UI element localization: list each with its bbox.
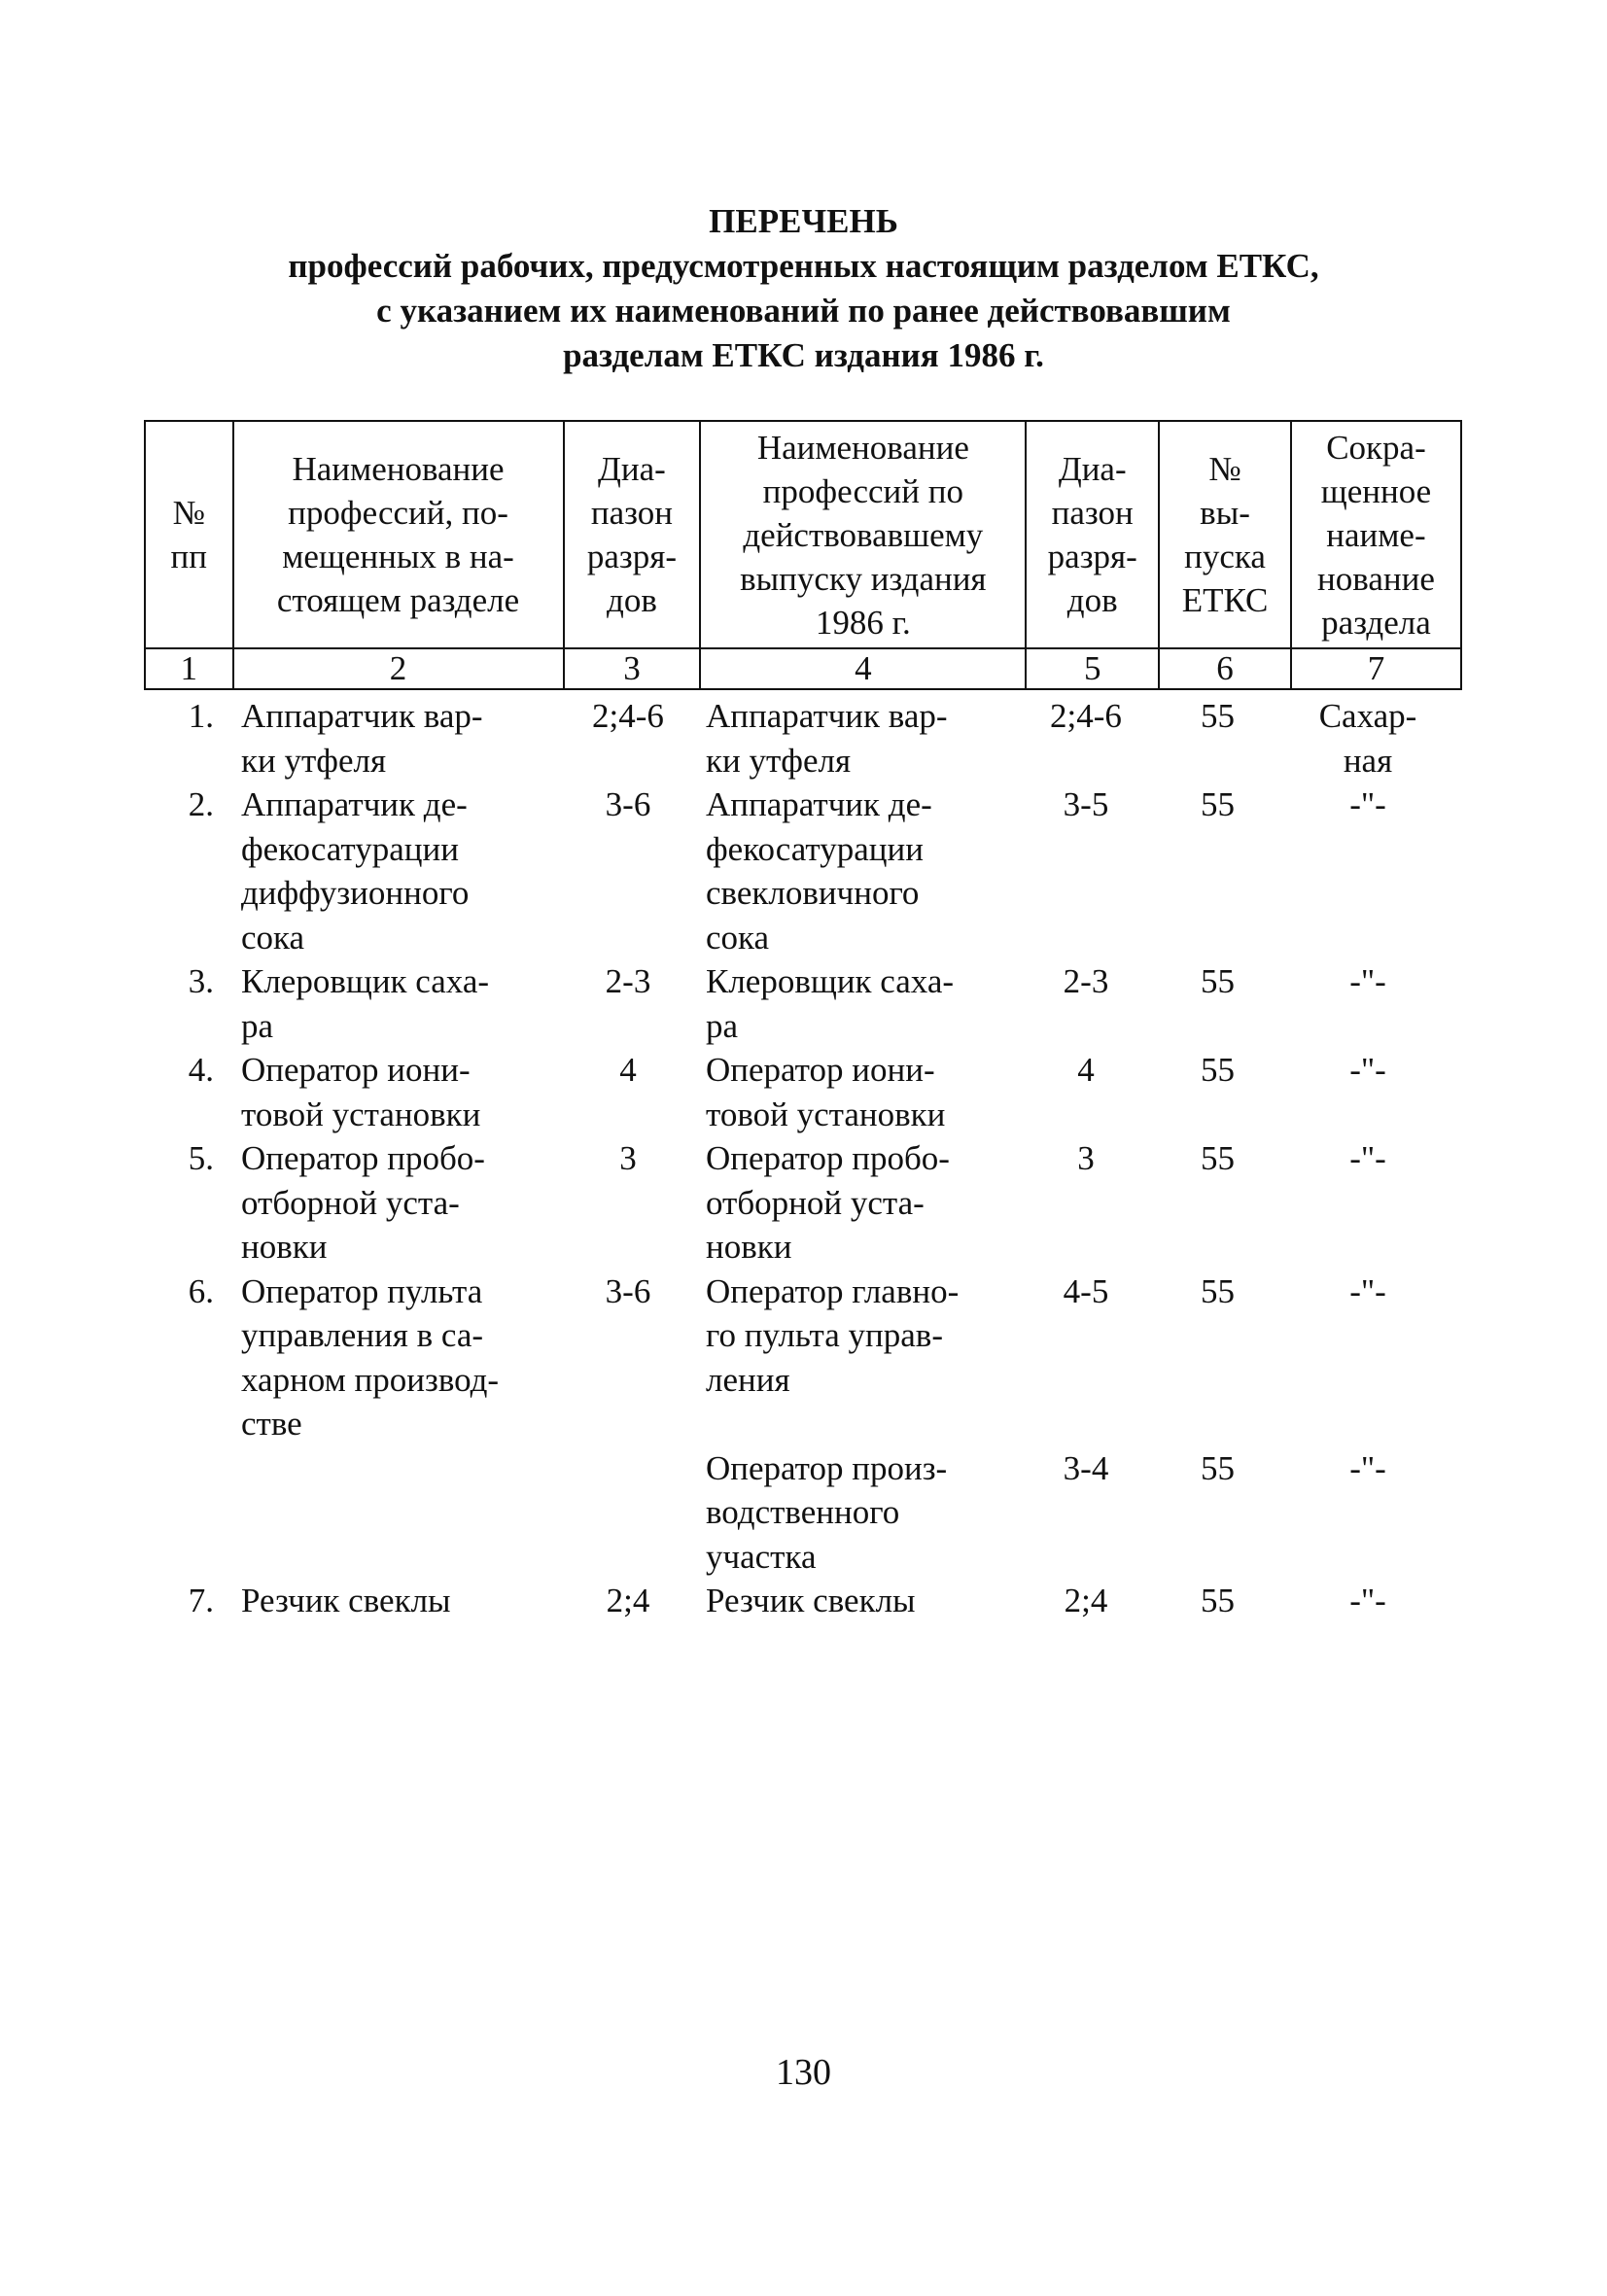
section-short-name: -"- [1349,962,1386,1000]
old-profession-name: Оператор пробо- отборной уста- новки [706,1139,950,1266]
section-short-name: -"- [1349,1448,1386,1487]
column-number-cell: 3 [564,648,701,689]
profession-name: Резчик свеклы [241,1582,451,1619]
grade-range: 2-3 [605,962,651,1000]
etks-issue-number: 55 [1201,785,1235,823]
header-row [145,421,1461,648]
row-number: 7. [188,1582,214,1619]
etks-issue-number: 55 [1201,1051,1235,1089]
professions-table-body [144,694,1462,1623]
profession-name: Аппаратчик вар- ки утфеля [241,697,483,780]
etks-issue-number: 55 [1201,1582,1235,1619]
title-subline-3: разделам ЕТКС издания 1986 г. [563,336,1044,374]
old-profession-name: Оператор произ- водственного участка [706,1448,948,1576]
old-grade-range: 4-5 [1063,1271,1109,1310]
section-short-name: Сахар- ная [1318,697,1417,780]
professions-table-header [144,420,1462,690]
grade-range: 2;4-6 [592,697,664,735]
table-row [144,1270,1462,1446]
section-short-name: -"- [1349,1139,1386,1177]
header-cell: Диа- пазон разря- дов [1026,421,1159,648]
old-profession-name: Аппаратчик де- фекосатурации свекловичного сока [706,785,932,957]
grade-range: 2;4 [606,1582,650,1619]
header-cell: Наименование профессий, по- мещенных в на- стоящем разделе [233,421,564,648]
document-title [0,199,1607,378]
title-subline-2: с указанием их наименований по ранее действовавшим [376,292,1231,330]
grade-range: 3 [619,1139,637,1177]
etks-issue-number: 55 [1201,962,1235,1000]
old-profession-name: Оператор иони- товой установки [706,1051,946,1133]
page-number: 130 [776,2052,831,2093]
profession-name: Клеровщик саха- ра [241,962,490,1045]
row-number: 2. [188,785,214,823]
profession-name: Оператор пульта управления в са- харном производ- стве [241,1271,500,1443]
old-grade-range: 2;4 [1064,1582,1108,1619]
column-number-cell: 5 [1026,648,1159,689]
column-number-cell: 4 [700,648,1026,689]
column-number-row [145,648,1461,689]
table-row [144,694,1462,783]
old-grade-range: 4 [1077,1051,1095,1089]
grade-range: 3-6 [605,785,651,823]
grade-range: 3-6 [605,1271,651,1310]
table-row [144,959,1462,1048]
column-number-cell: 2 [233,648,564,689]
column-number-cell: 7 [1291,648,1461,689]
header-cell: Наименование профессий по действовавшему выпуску издания 1986 г. [700,421,1026,648]
grade-range: 4 [619,1051,637,1089]
row-number: 1. [188,697,214,735]
old-profession-name: Аппаратчик вар- ки утфеля [706,697,948,780]
etks-issue-number: 55 [1201,1271,1235,1310]
header-cell: № пп [145,421,233,648]
old-grade-range: 3-4 [1063,1448,1109,1487]
table-row [144,1446,1462,1580]
row-number: 4. [188,1051,214,1089]
table-row [144,1048,1462,1136]
title-heading: ПЕРЕЧЕНЬ [709,202,898,240]
table-row [144,1579,1462,1623]
old-grade-range: 2-3 [1063,962,1109,1000]
header-cell: № вы- пуска ЕТКС [1159,421,1291,648]
section-short-name: -"- [1349,1582,1386,1619]
profession-name: Оператор иони- товой установки [241,1051,481,1133]
row-number: 3. [188,962,214,1000]
column-number-cell: 6 [1159,648,1291,689]
section-short-name: -"- [1349,1271,1386,1310]
column-number-cell: 1 [145,648,233,689]
etks-issue-number: 55 [1201,1139,1235,1177]
header-cell: Диа- пазон разря- дов [564,421,701,648]
section-short-name: -"- [1349,1051,1386,1089]
profession-name: Аппаратчик де- фекосатурации диффузионного сока [241,785,470,957]
old-grade-range: 3-5 [1063,785,1109,823]
old-grade-range: 2;4-6 [1050,697,1122,735]
old-grade-range: 3 [1077,1139,1095,1177]
header-cell: Сокра- щенное наиме- нование раздела [1291,421,1461,648]
row-number: 5. [188,1139,214,1177]
old-profession-name: Оператор главно- го пульта управ- ления [706,1271,960,1399]
profession-name: Оператор пробо- отборной уста- новки [241,1139,485,1266]
etks-issue-number: 55 [1201,1448,1235,1487]
table-row [144,783,1462,959]
table-row [144,1136,1462,1270]
row-number: 6. [188,1271,214,1310]
title-subline-1: профессий рабочих, предусмотренных настоящим разделом ЕТКС, [288,247,1319,285]
old-profession-name: Клеровщик саха- ра [706,962,955,1045]
old-profession-name: Резчик свеклы [706,1582,916,1619]
section-short-name: -"- [1349,785,1386,823]
etks-issue-number: 55 [1201,697,1235,735]
